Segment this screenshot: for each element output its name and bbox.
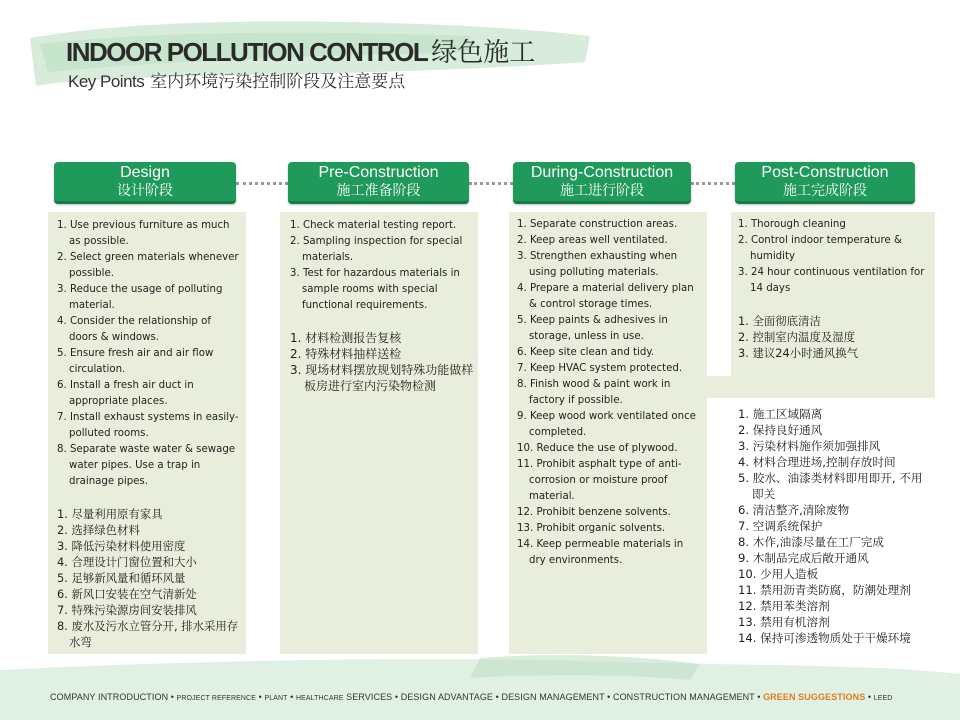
pre-construction-english-list (290, 218, 474, 314)
list-item: 7. Keep HVAC system protected. (517, 363, 683, 374)
list-item: 11. 禁用沥青类防腐，防潮处理剂 (738, 583, 911, 597)
list-item: 12. 禁用苯类溶剂 (738, 599, 830, 613)
list-item: 2. 特殊材料抽样送检 (290, 347, 402, 361)
list-item: 1. 尽量利用原有家具 (57, 507, 163, 521)
list-item: 8. Finish wood & paint work in factory if possible. (517, 379, 671, 406)
list-item: 2. Control indoor temperature & humidity (738, 235, 902, 262)
subtitle-chinese: 室内环境污染控制阶段及注意要点 (150, 72, 406, 92)
footer-link-green-suggestions[interactable]: GREEN SUGGESTIONS (763, 692, 866, 702)
list-item: 9. Keep wood work ventilated once completed. (517, 411, 696, 438)
pre-construction-panel (280, 212, 478, 654)
list-item: 10. 少用人造板 (738, 567, 819, 581)
list-item: 7. 空调系统保护 (738, 519, 823, 533)
phase-design (54, 162, 236, 204)
list-item: 4. 合理设计门窗位置和大小 (57, 555, 197, 569)
phase-label-cn: 设计阶段 (117, 183, 173, 199)
list-item: 3. 污染材料施作须加强排风 (738, 439, 881, 453)
list-item: 1. 施工区域隔离 (738, 407, 823, 421)
footer-link-plant[interactable]: PLANT (264, 695, 288, 702)
footer-link-services[interactable]: SERVICES (346, 692, 393, 702)
footer-link-design-advantage[interactable]: DESIGN ADVANTAGE (400, 692, 494, 702)
list-item: 3. Test for hazardous materials in sample rooms with special functional requirements. (290, 268, 460, 311)
during-construction-chinese-list (738, 406, 933, 646)
list-item: 13. 禁用有机溶剂 (738, 615, 830, 629)
list-item: 4. Prepare a material delivery plan & control storage times. (517, 283, 694, 310)
list-item: 5. 胶水、油漆类材料即用即开, 不用即关 (738, 471, 923, 501)
list-item: 3. Reduce the usage of polluting material. (57, 284, 223, 311)
page-title (66, 32, 535, 69)
title-chinese: 绿色施工 (431, 38, 536, 68)
list-item: 9. 木制品完成后敞开通风 (738, 551, 869, 565)
design-english-list (57, 218, 242, 490)
list-item: 6. Keep site clean and tidy. (517, 347, 655, 358)
footer-link-company-introduction[interactable]: COMPANY INTRODUCTION (50, 692, 169, 702)
phase-post-construction (735, 162, 915, 204)
phase-label-cn: 施工准备阶段 (336, 183, 421, 199)
phase-label-cn: 施工完成阶段 (783, 183, 867, 199)
title-english: INDOOR POLLUTION CONTROL (66, 37, 428, 67)
list-item: 2. Keep areas well ventilated. (517, 235, 668, 246)
list-item: 7. Install exhaust systems in easily-polluted rooms. (57, 412, 239, 439)
list-item: 5. Keep paints & adhesives in storage, unless in use. (517, 315, 668, 342)
during-construction-chinese-panel (707, 376, 935, 652)
list-item: 3. 现场材料摆放规划特殊功能做样板房进行室内污染物检测 (290, 363, 474, 393)
phase-label-en: Post-Construction (761, 164, 889, 181)
list-item: 11. Prohibit asphalt type of anti-corrosion or moisture proof material. (517, 459, 682, 502)
post-construction-chinese-list (738, 313, 931, 361)
list-item: 2. 控制室内温度及湿度 (738, 330, 856, 344)
footer-link-construction-management[interactable]: CONSTRUCTION MANAGEMENT (612, 692, 755, 702)
list-item: 10. Reduce the use of plywood. (517, 443, 678, 454)
list-item: 3. Strengthen exhausting when using polluting materials. (517, 251, 678, 278)
footer-navigation: COMPANY INTRODUCTION • PROJECT REFERENCE • PLANT • HEALTHCARE SERVICES • DESIGN ADVANTAGE • DESIGN MANAGEMENT • CONSTRUCTION MANAGEMENT • GREEN SUGGESTIONS • LEED (50, 692, 893, 702)
list-item: 2. 保持良好通风 (738, 423, 823, 437)
list-item: 12. Prohibit benzene solvents. (517, 507, 671, 518)
list-item: 5. Ensure fresh air and air flow circulation. (57, 348, 214, 375)
phase-label-en: During-Construction (530, 164, 674, 181)
list-item: 2. 选择绿色材料 (57, 523, 140, 537)
list-item: 2. Select green materials whenever possible. (57, 252, 239, 279)
phase-label-en: Pre-Construction (318, 164, 439, 181)
list-item: 14. Keep permeable materials in dry environments. (517, 539, 684, 566)
phase-pre-construction (288, 162, 469, 204)
footer-link-leed[interactable]: LEED (873, 695, 893, 702)
list-item: 4. 材料合理进场,控制存放时间 (738, 455, 896, 469)
design-panel (48, 212, 246, 654)
list-item: 8. Separate waste water & sewage water pipes. Use a trap in drainage pipes. (57, 444, 236, 487)
list-item: 1. Check material testing report. (290, 220, 457, 231)
list-item: 8. 废水及污水立管分开, 排水采用存水弯 (57, 619, 239, 649)
list-item: 6. 清洁整齐,清除废物 (738, 503, 850, 517)
pre-construction-chinese-list (290, 330, 474, 394)
phase-label-en: Design (120, 164, 170, 181)
list-item: 4. Consider the relationship of doors & windows. (57, 316, 211, 343)
during-construction-english-list (517, 217, 703, 569)
page-subtitle (68, 67, 405, 92)
brush-stroke-bottom (0, 650, 960, 720)
subtitle-english: Key Points (68, 72, 145, 91)
list-item: 13. Prohibit organic solvents. (517, 523, 666, 534)
list-item: 6. Install a fresh air duct in appropriate places. (57, 380, 194, 407)
list-item: 5. 足够新风量和循环风量 (57, 571, 186, 585)
list-item: 6. 新风口安装在空气清新处 (57, 587, 197, 601)
list-item: 7. 特殊污染源房间安装排风 (57, 603, 197, 617)
list-item: 3. 24 hour continuous ventilation for 14 days (738, 267, 925, 294)
footer-link-design-management[interactable]: DESIGN MANAGEMENT (501, 692, 605, 702)
list-item: 2. Sampling inspection for special materials. (290, 236, 463, 263)
design-chinese-list (57, 506, 242, 650)
list-item: 14. 保持可渗透物质处于干燥环境 (738, 631, 911, 645)
post-construction-english-list (738, 217, 931, 297)
list-item: 1. 全面彻底清洁 (738, 314, 821, 328)
list-item: 1. 材料检测报告复核 (290, 331, 402, 345)
phase-connector (469, 182, 513, 185)
phase-connector (236, 182, 288, 185)
list-item: 1. Separate construction areas. (517, 219, 678, 230)
list-item: 1. Thorough cleaning (738, 219, 846, 230)
phase-connector (691, 182, 735, 185)
footer-link-healthcare[interactable]: HEALTHCARE (295, 695, 344, 702)
list-item: 3. 建议24小时通风换气 (738, 346, 859, 360)
phase-label-cn: 施工进行阶段 (560, 183, 644, 199)
list-item: 8. 木作,油漆尽量在工厂完成 (738, 535, 884, 549)
list-item: 1. Use previous furniture as much as possible. (57, 220, 230, 247)
footer-link-project-reference[interactable]: PROJECT REFERENCE (176, 695, 256, 702)
during-construction-panel (509, 212, 707, 654)
phase-during-construction (513, 162, 691, 204)
post-construction-panel (731, 212, 935, 376)
list-item: 3. 降低污染材料使用密度 (57, 539, 186, 553)
